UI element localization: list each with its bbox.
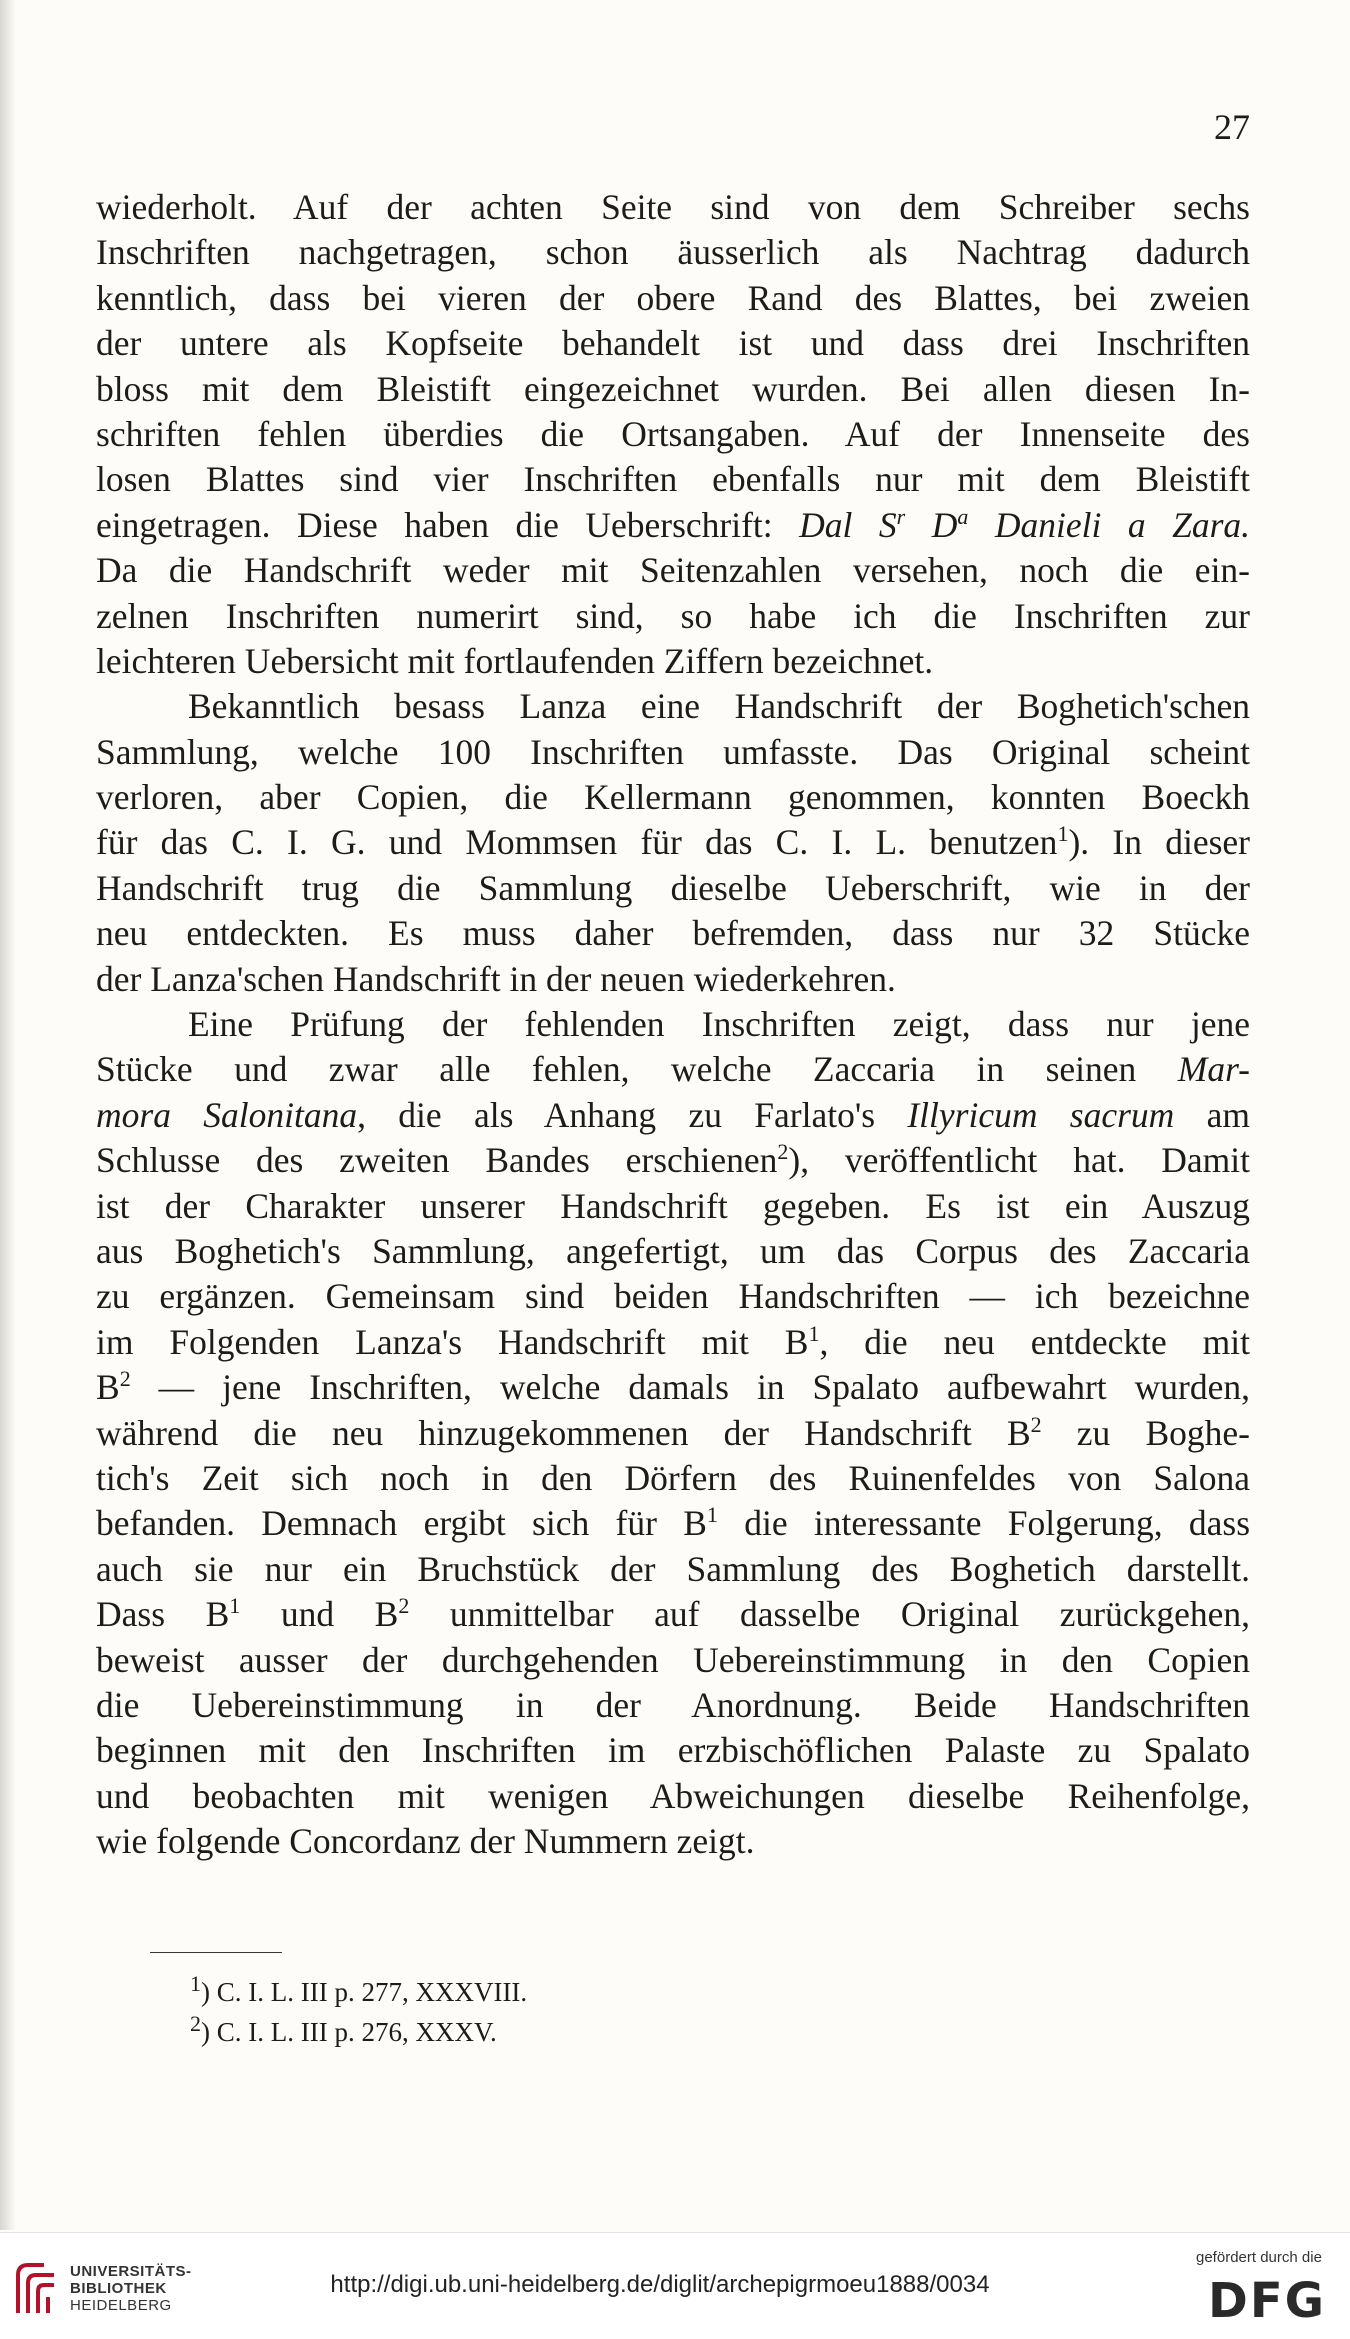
text-line [96, 1501, 1250, 1546]
text-run: zu Boghe- [1041, 1412, 1250, 1453]
text-line [96, 820, 1250, 865]
library-name-line: BIBLIOTHEK [70, 2280, 167, 2297]
text-line: neu entdeckten. Es muss daher befremden, dass nur 32 Stücke [96, 913, 1250, 954]
text-line [96, 1365, 1250, 1410]
italic-run: mora Salonitana [96, 1094, 358, 1135]
page-edge-shadow [0, 0, 16, 2230]
permalink-url[interactable]: http://digi.ub.uni-heidelberg.de/diglit/archepigrmoeu1888/0034 [330, 2271, 990, 2298]
funding-caption: gefördert durch die [1196, 2249, 1322, 2266]
text-run: B [96, 1367, 120, 1408]
text-line: die Uebereinstimmung in der Anordnung. Beide Handschriften [96, 1684, 1250, 1725]
text-run: eingetragen. Diese haben die Ueberschrift: [96, 504, 800, 545]
text-run: , die neu entdeckte mit [819, 1321, 1250, 1362]
text-line: schriften fehlen überdies die Ortsangaben. Auf der Innenseite des [96, 413, 1250, 454]
text-line: der untere als Kopfseite behandelt ist und dass drei Inschriften [96, 323, 1250, 364]
text-run: und B [240, 1594, 399, 1635]
text-run: , die als Anhang zu Farlato's [357, 1094, 908, 1135]
superscript: r [896, 503, 906, 529]
text-line: auch sie nur ein Bruchstück der Sammlung des Boghetich darstellt. [96, 1548, 1250, 1589]
text-run: befanden. Demnach ergibt sich für B [96, 1503, 707, 1544]
superscript: 2 [1030, 1411, 1042, 1437]
footnote [190, 2012, 790, 2052]
text-line [96, 1138, 1250, 1183]
text-line: aus Boghetich's Sammlung, angefertigt, um das Corpus des Zaccaria [96, 1230, 1250, 1271]
university-library-logo-icon[interactable] [14, 2261, 58, 2317]
text-line: tich's Zeit sich noch in den Dörfern des Ruinenfeldes von Salona [96, 1457, 1250, 1498]
text-line: Bekanntlich besass Lanza eine Handschrift der Boghetich'schen [188, 686, 1250, 727]
italic-run: Danieli a Zara. [968, 504, 1251, 545]
text-run: ). In dieser [1068, 822, 1250, 863]
text-line [96, 1592, 1250, 1637]
italic-run: Illyricum sacrum [907, 1094, 1175, 1135]
footnotes [190, 1972, 790, 2052]
footnote-ref: 1 [1057, 821, 1069, 847]
footnote-divider [150, 1952, 282, 1953]
text-line: und beobachten mit wenigen Abweichungen dieselbe Reihenfolge, [96, 1775, 1250, 1816]
text-line: losen Blattes sind vier Inschriften ebenfalls nur mit dem Bleistift [96, 459, 1250, 500]
text-line: der Lanza'schen Handschrift in der neuen wiederkehren. [96, 958, 896, 999]
text-line: wiederholt. Auf der achten Seite sind von dem Schreiber sechs [96, 187, 1250, 227]
text-line: zelnen Inschriften numerirt sind, so habe ich die Inschriften zur [96, 595, 1250, 636]
text-line: Sammlung, welche 100 Inschriften umfasste. Das Original scheint [96, 731, 1250, 772]
text-line: Inschriften nachgetragen, schon äusserlich als Nachtrag dadurch [96, 232, 1250, 273]
text-line: leichteren Uebersicht mit fortlaufenden Ziffern bezeichnet. [96, 640, 934, 681]
text-line: verloren, aber Copien, die Kellermann genommen, konnten Boeckh [96, 777, 1250, 818]
library-name-line: HEIDELBERG [70, 2297, 172, 2314]
body-text [96, 185, 1250, 1864]
italic-run: D [905, 504, 958, 545]
text-run: am [1174, 1094, 1251, 1135]
text-run: unmittelbar auf dasselbe Original zurückgehen, [409, 1594, 1250, 1635]
superscript: 1 [706, 1502, 718, 1528]
text-run: während die neu hinzugekommenen der Handschrift B [96, 1412, 1031, 1453]
superscript: a [957, 503, 969, 529]
italic-run: Mar- [1177, 1049, 1250, 1090]
text-run: für das C. I. G. und Mommsen für das C. I. L. benutzen [96, 822, 1058, 863]
italic-run: Dal S [799, 504, 897, 545]
text-run: ), veröffentlicht hat. Damit [788, 1140, 1250, 1181]
text-line: Eine Prüfung der fehlenden Inschriften zeigt, dass nur jene [188, 1004, 1250, 1045]
dfg-logo[interactable]: DFG [1208, 2273, 1327, 2329]
text-run: Schlusse des zweiten Bandes erschienen [96, 1140, 778, 1181]
text-line: wie folgende Concordanz der Nummern zeigt. [96, 1821, 755, 1862]
text-line: ist der Charakter unserer Handschrift gegeben. Es ist ein Auszug [96, 1185, 1250, 1226]
footnote-text: ) C. I. L. III p. 277, XXXVIII. [201, 1977, 528, 2007]
superscript: 1 [229, 1593, 241, 1619]
text-line: bloss mit dem Bleistift eingezeichnet wurden. Bei allen diesen In- [96, 368, 1250, 409]
text-run: — jene Inschriften, welche damals in Spalato aufbewahrt wurden, [130, 1367, 1250, 1408]
library-name[interactable] [70, 2263, 192, 2314]
text-line: beginnen mit den Inschriften im erzbischöflichen Palaste zu Spalato [96, 1730, 1250, 1771]
page-number: 27 [1214, 107, 1250, 147]
footnote-mark: 1 [190, 1971, 201, 1996]
footnote-text: ) C. I. L. III p. 276, XXXV. [201, 2017, 497, 2047]
text-line: kenntlich, dass bei vieren der obere Rand des Blattes, bei zweien [96, 277, 1250, 318]
footnote-mark: 2 [190, 2011, 201, 2036]
text-run: im Folgenden Lanza's Handschrift mit B [96, 1321, 809, 1362]
text-run: die interessante Folgerung, dass [717, 1503, 1251, 1544]
viewer-footer [0, 2232, 1350, 2339]
text-line: Da die Handschrift weder mit Seitenzahlen versehen, noch die ein- [96, 550, 1250, 591]
text-line [96, 1093, 1250, 1138]
text-run: Dass B [96, 1594, 230, 1635]
superscript: 2 [398, 1593, 410, 1619]
text-line [96, 1320, 1250, 1365]
text-line: zu ergänzen. Gemeinsam sind beiden Handschriften — ich bezeichne [96, 1276, 1250, 1317]
superscript: 1 [808, 1320, 820, 1346]
library-name-line: UNIVERSITÄTS- [70, 2263, 192, 2280]
footnote [190, 1972, 790, 2012]
text-line-heading [96, 503, 1250, 548]
text-line [96, 1411, 1250, 1456]
superscript: 2 [119, 1366, 131, 1392]
text-line [96, 1047, 1250, 1092]
text-run: Stücke und zwar alle fehlen, welche Zaccaria in seinen [96, 1049, 1178, 1090]
footnote-ref: 2 [777, 1139, 789, 1165]
text-line: beweist ausser der durchgehenden Uebereinstimmung in den Copien [96, 1639, 1250, 1680]
text-line: Handschrift trug die Sammlung dieselbe Ueberschrift, wie in der [96, 867, 1250, 908]
